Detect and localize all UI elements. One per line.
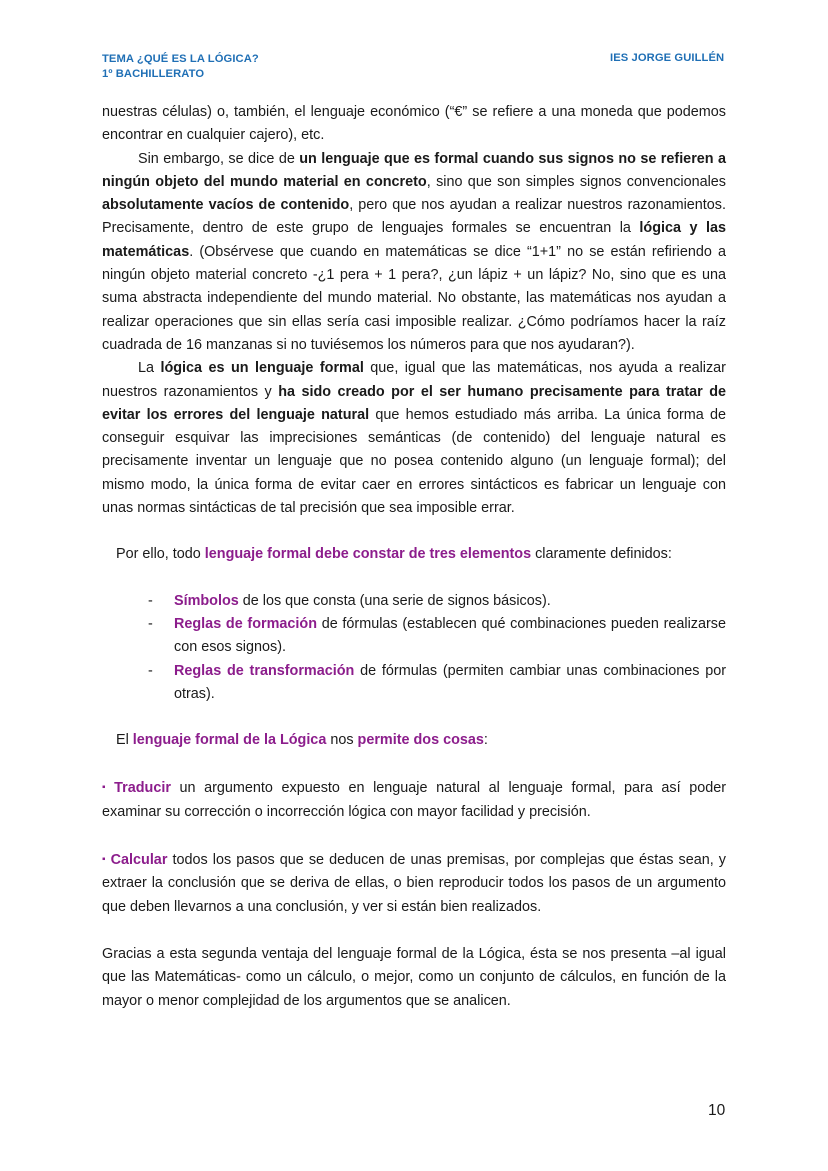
paragraph-formal-language — [102, 148, 726, 358]
list-term: Reglas de transformación — [174, 662, 355, 679]
bullet-calculate — [102, 848, 726, 919]
page-number: 10 — [708, 1102, 726, 1119]
bullet-text: un argumento expuesto en lenguaje natural al lenguaje formal, para así poder examinar su corrección o incorrección lógica con mayor facilidad y precisión. — [102, 780, 727, 820]
header-school: IES JORGE GUILLÉN — [610, 52, 725, 64]
highlight-span: lenguaje formal de la Lógica — [132, 732, 327, 749]
text-span: , pero que nos ayudan a realizar nuestros razonamientos. Precisamente, dentro de este grupo de lenguajes formales se encuentran la — [102, 197, 726, 237]
paragraph-two-things — [116, 729, 726, 752]
header-course: 1º BACHILLERATO — [102, 68, 205, 80]
bullet-text: todos los pasos que se deducen de unas premisas, por complejas que éstas sean, y extraer la conclusión que se deriva de ellas, o bien reproducir todos los pasos de un argumento que deben llevarnos a una conclusión, y ver si están bien realizados. — [102, 852, 726, 915]
bold-span: un lenguaje que es formal cuando sus signos no se refieren a ningún objeto del mundo material en concreto — [102, 150, 726, 190]
text-span: El — [116, 732, 133, 749]
list-item — [102, 590, 726, 613]
square-bullet-icon: ▪ — [102, 854, 107, 866]
square-bullet-icon: ▪ — [102, 782, 111, 794]
text-span: claramente definidos: — [531, 546, 672, 563]
text-span: : — [483, 732, 488, 749]
text-span: que, igual que las matemáticas, nos ayuda a realizar nuestros razonamientos y — [102, 360, 726, 400]
highlight-span: permite dos cosas — [357, 732, 484, 749]
text-span: Por ello, todo — [116, 546, 205, 563]
list-term: Reglas de formación — [174, 615, 317, 632]
body-text — [102, 101, 726, 1013]
text-span: Sin embargo, se dice de — [138, 150, 300, 167]
highlight-span: lenguaje formal debe constar de tres elementos — [204, 546, 532, 563]
list-item — [102, 660, 726, 707]
text-span: nos — [326, 732, 358, 749]
list-text: de fórmulas (permiten cambiar unas combinaciones por otras). — [174, 662, 726, 702]
bullet-term: Traducir — [114, 780, 171, 797]
list-text: de fórmulas (establecen qué combinaciones pueden realizarse con esos signos). — [174, 615, 726, 656]
bullet-term: Calcular — [110, 852, 168, 869]
dash-bullet: - — [148, 615, 153, 632]
text-span: . (Obsérvese que cuando en matemáticas se dice “1+1” no se están refiriendo a ningún objeto material concreto -¿1 pera + 1 pera?, ¿un lápiz + un lápiz? No, sino que es una suma abstracta independiente del mundo material. No obstante, las matemáticas nos ayudan a realizar operaciones que sin ellas sería casi imposible realizar. ¿Cómo podríamos hacer la raíz cuadrada de 16 manzanas si no tuviésemos los números para que nos ayudaran?). — [102, 243, 726, 353]
list-item — [102, 613, 726, 660]
paragraph-continuation — [102, 101, 726, 148]
bold-span: ha sido creado por el ser humano precisamente para tratar de evitar los errores del lenguaje natural — [102, 383, 726, 423]
paragraph-text: Gracias a esta segunda ventaja del lenguaje formal de la Lógica, ésta se nos presenta –al igual que las Matemáticas- como un cálculo, o mejor, como un conjunto de cálculos, en función de la mayor o menor complejidad de los argumentos que se analicen. — [102, 945, 726, 1009]
list-text: de los que consta (una serie de signos básicos). — [238, 592, 551, 609]
header-left — [102, 52, 259, 82]
bold-span: lógica es un lenguaje formal — [160, 360, 364, 377]
dash-bullet: - — [148, 662, 153, 679]
paragraph-conclusion — [102, 943, 726, 1013]
text-span: que hemos estudiado más arriba. La única forma de conseguir esquivar las imprecisiones semánticas (de contenido) del lenguaje natural es precisamente inventar un lenguaje que no posea contenido alguno (un lenguaje formal); del mismo modo, la única forma de evitar caer en errores sintácticos es fabricar un lenguaje con unas normas sintácticas de tal precisión que sea imposible errar. — [102, 406, 726, 517]
bold-span: absolutamente vacíos de contenido — [102, 197, 350, 214]
dash-bullet: - — [148, 592, 153, 609]
list-term: Símbolos — [174, 592, 239, 609]
bold-span: lógica y las matemáticas — [102, 220, 726, 260]
text-span: , sino que son simples signos convencionales — [426, 173, 726, 190]
header-topic: TEMA ¿QUÉ ES LA LÓGICA? — [102, 53, 259, 65]
bullet-translate — [102, 776, 726, 824]
elements-list — [102, 590, 726, 706]
paragraph-three-elements — [116, 543, 726, 566]
paragraph-text: nuestras células) o, también, el lenguaje económico (“€” se refiere a una moneda que podemos encontrar en cualquier cajero), etc. — [102, 104, 726, 144]
text-span: La — [138, 360, 161, 377]
paragraph-logic-definition — [102, 357, 726, 520]
